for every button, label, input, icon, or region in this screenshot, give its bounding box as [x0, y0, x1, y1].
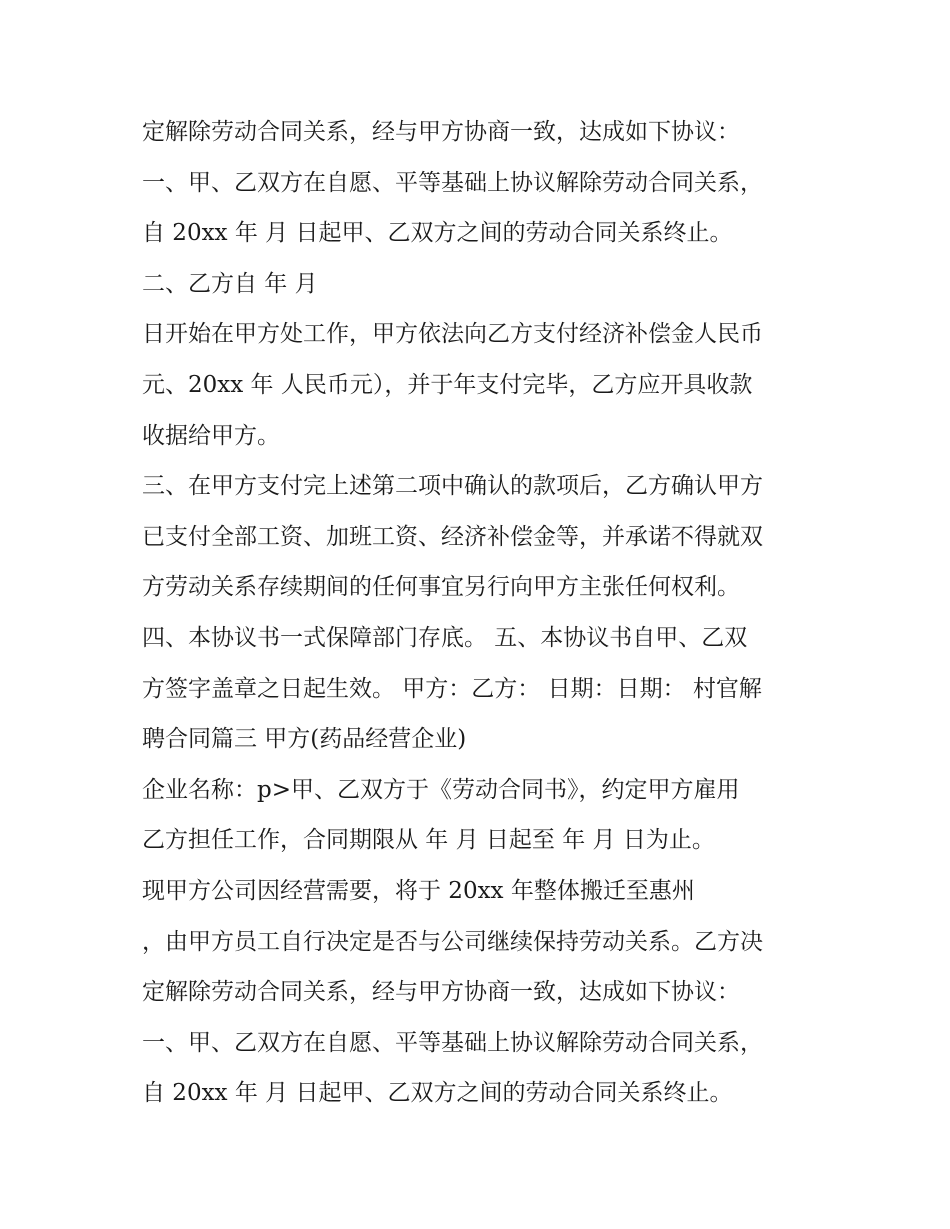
text-line: 现甲方公司因经营需要，将于 20xx 年整体搬迁至惠州 [142, 877, 695, 904]
text-line: 收据给甲方。 [142, 422, 280, 449]
text-line: 二、乙方自 年 月 [142, 270, 318, 297]
text-line: 已支付全部工资、加班工资、经济补偿金等，并承诺不得就双 [142, 523, 763, 550]
text-line: 定解除劳动合同关系，经与甲方协商一致，达成如下协议： [142, 119, 740, 145]
text-line: 自 20xx 年 月 日起甲、乙双方之间的劳动合同关系终止。 [142, 220, 733, 247]
text-line: ，由甲方员工自行决定是否与公司继续保持劳动关系。乙方决 [142, 928, 763, 955]
text-line: 企业名称：p>甲、乙双方于《劳动合同书》，约定甲方雇用 [142, 776, 740, 803]
text-line: 自 20xx 年 月 日起甲、乙双方之间的劳动合同关系终止。 [142, 1080, 733, 1107]
text-line: 方签字盖章之日起生效。 甲方：乙方： 日期：日期： 村官解 [142, 675, 762, 702]
text-line: 三、在甲方支付完上述第二项中确认的款项后，乙方确认甲方 [142, 473, 763, 500]
text-line: 乙方担任工作，合同期限从 年 月 日起至 年 月 日为止。 [142, 827, 715, 854]
document-body [142, 107, 832, 1119]
text-line: 四、本协议书一式保障部门存底。 五、本协议书自甲、乙双 [142, 624, 748, 651]
text-line: 聘合同篇三 甲方(药品经营企业) [142, 726, 467, 753]
text-line: 定解除劳动合同关系，经与甲方协商一致，达成如下协议： [142, 979, 740, 1006]
text-line: 方劳动关系存续期间的任何事宜另行向甲方主张任何权利。 [142, 574, 740, 601]
text-line: 一、甲、乙双方在自愿、平等基础上协议解除劳动合同关系， [142, 169, 763, 196]
text-line: 元、20xx 年 人民币元），并于年支付完毕，乙方应开具收款 [142, 371, 753, 398]
text-line: 一、甲、乙双方在自愿、平等基础上协议解除劳动合同关系， [142, 1029, 763, 1056]
text-line: 日开始在甲方处工作，甲方依法向乙方支付经济补偿金人民币 [142, 321, 763, 348]
